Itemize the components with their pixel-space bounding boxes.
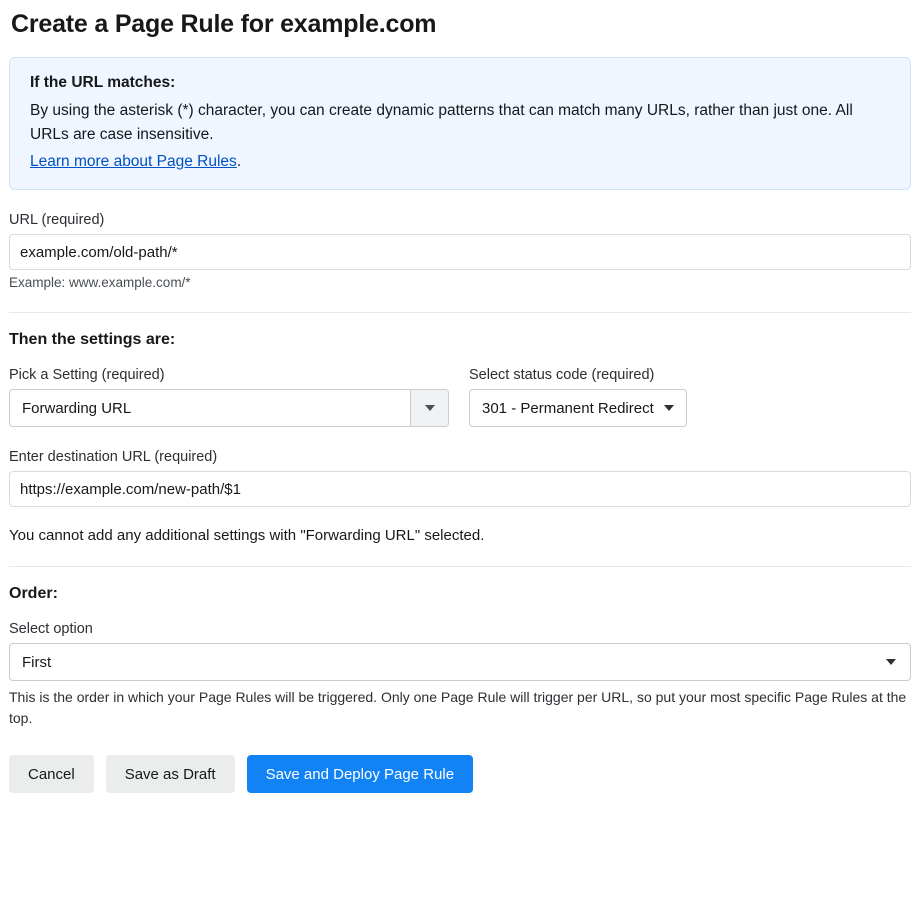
destination-url-input[interactable]	[9, 471, 911, 507]
divider-order	[9, 566, 911, 567]
pick-setting-select-wrap	[9, 389, 449, 427]
chevron-down-icon	[664, 405, 674, 411]
status-code-select[interactable]	[469, 389, 687, 427]
status-code-value: 301 - Permanent Redirect	[482, 399, 654, 417]
pick-setting-value: Forwarding URL	[22, 399, 132, 417]
page-title: Create a Page Rule for example.com	[11, 10, 437, 38]
destination-label: Enter destination URL (required)	[9, 449, 218, 466]
settings-heading: Then the settings are:	[9, 331, 176, 349]
learn-more-link[interactable]: Learn more about Page Rules	[30, 153, 237, 171]
destination-group	[9, 449, 911, 507]
order-hint: This is the order in which your Page Rules will be triggered. Only one Page Rule will trigger per URL, so put your most specific Page Rules at the top.	[9, 689, 907, 727]
info-box-body: By using the asterisk (*) character, you can create dynamic patterns that can match many URLs, rather than just one. All URLs are case insensitive.	[30, 102, 853, 144]
forwarding-note: You cannot add any additional settings with "Forwarding URL" selected.	[9, 527, 485, 545]
order-select-value: First	[22, 653, 52, 671]
info-box-link-suffix: .	[236, 153, 242, 171]
url-input[interactable]	[9, 234, 911, 270]
status-code-group	[469, 367, 713, 427]
order-select-label: Select option	[9, 621, 93, 638]
info-box-title: If the URL matches:	[30, 74, 176, 91]
order-select[interactable]	[9, 643, 911, 681]
divider-settings	[9, 312, 911, 313]
order-heading: Order:	[9, 585, 58, 603]
settings-row	[9, 367, 911, 427]
form-actions	[9, 755, 911, 793]
cancel-button[interactable]: Cancel	[9, 755, 94, 793]
save-as-draft-button[interactable]: Save as Draft	[106, 755, 235, 793]
url-field-hint: Example: www.example.com/*	[9, 275, 191, 291]
url-match-info-box	[9, 57, 911, 190]
chevron-down-icon	[886, 659, 896, 665]
save-and-deploy-button[interactable]: Save and Deploy Page Rule	[247, 755, 473, 793]
url-field-label: URL (required)	[9, 212, 105, 229]
info-box-link-row	[30, 153, 890, 171]
status-code-label: Select status code (required)	[469, 367, 655, 384]
pick-setting-label: Pick a Setting (required)	[9, 367, 165, 384]
pick-setting-select[interactable]	[9, 389, 449, 427]
chevron-down-icon[interactable]	[410, 390, 448, 426]
pick-setting-group	[9, 367, 449, 427]
